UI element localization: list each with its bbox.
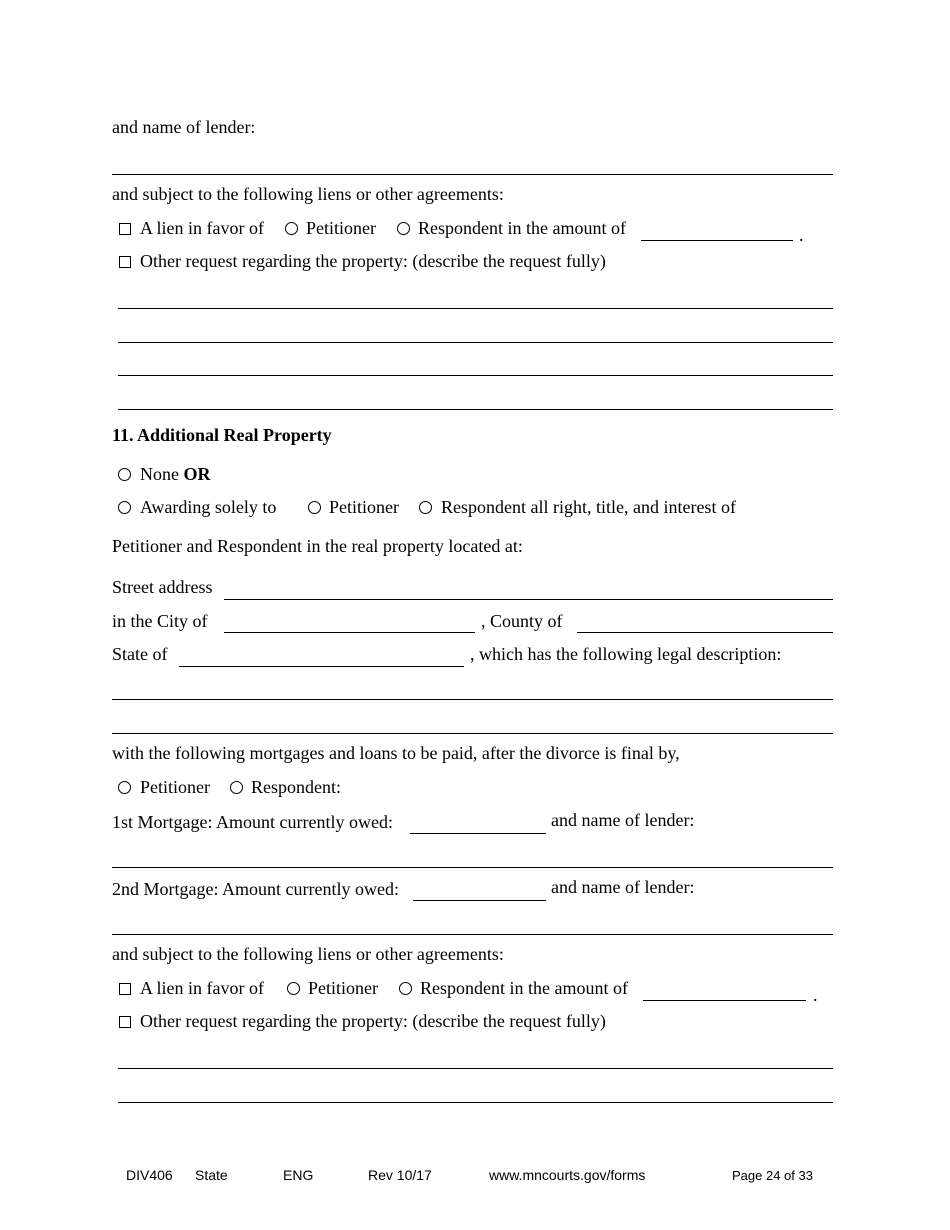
award-respondent-radio[interactable] (419, 501, 432, 514)
award-petitioner-label: Petitioner (329, 497, 399, 517)
mortgages-label: with the following mortgages and loans to be paid, after the divorce is final by, (112, 743, 680, 763)
county-label: , County of (481, 611, 563, 631)
lien-checkbox-2[interactable] (119, 983, 131, 995)
section-heading: 11. Additional Real Property (112, 425, 332, 445)
liens-label: and subject to the following liens or other agreements: (112, 184, 504, 204)
pay-petitioner-radio[interactable] (118, 781, 131, 794)
lien-period: . (799, 225, 804, 245)
pay-respondent-label: Respondent: (251, 777, 341, 797)
located-label: Petitioner and Respondent in the real property located at: (112, 536, 523, 556)
other-request-label-2: Other request regarding the property: (describe the request fully) (140, 1011, 606, 1031)
street-label: Street address (112, 577, 213, 597)
lender-label: and name of lender: (112, 117, 256, 137)
other-request-line-2[interactable] (118, 1068, 833, 1069)
footer-url[interactable]: www.mncourts.gov/forms (489, 1167, 646, 1183)
mortgage2-label: 2nd Mortgage: Amount currently owed: (112, 879, 399, 899)
lien-petitioner-label-2: Petitioner (308, 978, 378, 998)
lien-petitioner-radio[interactable] (285, 222, 298, 235)
footer-state: State (195, 1167, 228, 1183)
other-request-line[interactable] (118, 308, 833, 309)
lien-respondent-radio-2[interactable] (399, 982, 412, 995)
footer-page-number: Page 24 of 33 (732, 1168, 813, 1183)
none-radio[interactable] (118, 468, 131, 481)
state-line[interactable] (179, 666, 464, 667)
lien-amount-line[interactable] (641, 240, 793, 241)
legal-label: , which has the following legal description: (470, 644, 782, 664)
lien-label: A lien in favor of (140, 218, 264, 238)
footer-revision: Rev 10/17 (368, 1167, 432, 1183)
county-line[interactable] (577, 632, 833, 633)
lien-petitioner-label: Petitioner (306, 218, 376, 238)
or-label: OR (183, 464, 211, 484)
mortgage1-lender-label: and name of lender: (551, 810, 695, 830)
mortgage1-amount-line[interactable] (410, 833, 546, 834)
legal-description-line[interactable] (112, 699, 833, 700)
mortgage1-lender-line[interactable] (112, 867, 833, 868)
lien-respondent-label: Respondent in the amount of (418, 218, 626, 238)
awarding-label: Awarding solely to (140, 497, 277, 517)
other-request-line[interactable] (118, 375, 833, 376)
other-request-label: Other request regarding the property: (describe the request fully) (140, 251, 606, 271)
legal-description-line[interactable] (112, 733, 833, 734)
lien-respondent-label-2: Respondent in the amount of (420, 978, 628, 998)
footer-language: ENG (283, 1167, 314, 1183)
mortgage2-lender-line[interactable] (112, 934, 833, 935)
awarding-radio[interactable] (118, 501, 131, 514)
state-label: State of (112, 644, 168, 664)
award-petitioner-radio[interactable] (308, 501, 321, 514)
other-request-line-2[interactable] (118, 1102, 833, 1103)
other-request-line[interactable] (118, 342, 833, 343)
lien-respondent-radio[interactable] (397, 222, 410, 235)
street-address-line[interactable] (224, 599, 833, 600)
pay-petitioner-label: Petitioner (140, 777, 210, 797)
lien-checkbox[interactable] (119, 223, 131, 235)
lien-amount-line-2[interactable] (643, 1000, 806, 1001)
other-request-line[interactable] (118, 409, 833, 410)
other-request-checkbox[interactable] (119, 256, 131, 268)
lien-label-2: A lien in favor of (140, 978, 264, 998)
mortgage1-label: 1st Mortgage: Amount currently owed: (112, 812, 393, 832)
pay-respondent-radio[interactable] (230, 781, 243, 794)
liens-label-2: and subject to the following liens or other agreements: (112, 944, 504, 964)
award-respondent-label: Respondent all right, title, and interest of (441, 497, 736, 517)
mortgage2-amount-line[interactable] (413, 900, 546, 901)
city-label: in the City of (112, 611, 208, 631)
city-line[interactable] (224, 632, 475, 633)
lender-name-line[interactable] (112, 174, 833, 175)
none-label: None OR (140, 464, 211, 484)
other-request-checkbox-2[interactable] (119, 1016, 131, 1028)
footer-form-code: DIV406 (126, 1167, 173, 1183)
mortgage2-lender-label: and name of lender: (551, 877, 695, 897)
lien-period-2: . (813, 985, 818, 1005)
lien-petitioner-radio-2[interactable] (287, 982, 300, 995)
